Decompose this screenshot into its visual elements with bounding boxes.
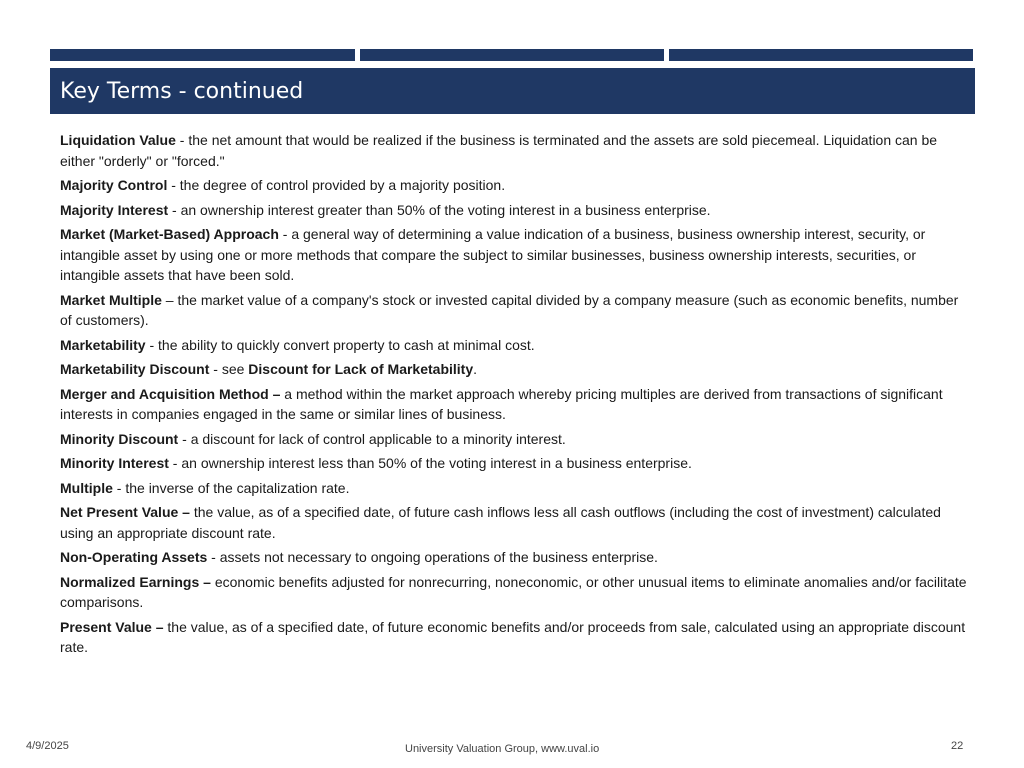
title-band [50,68,975,114]
term-definition: the inverse of the capitalization rate. [125,479,350,496]
term-marketability-discount [60,359,972,380]
terms-list [60,130,972,662]
top-bar-2 [360,49,664,61]
term-definition: the ability to quickly convert property to cash at minimal cost. [158,336,535,353]
term-separator: - [175,132,189,148]
term-name: Marketability [60,336,146,353]
term-merger-acquisition-method [60,384,972,425]
term-minority-interest [60,453,972,474]
term-definition: assets not necessary to ongoing operations of the business enterprise. [219,549,658,565]
footer-date: 4/9/2025 [26,740,69,752]
term-definition: a discount for lack of control applicable to a minority interest. [190,430,566,447]
term-name: Minority Interest [60,455,169,471]
term-name: Minority Discount [60,430,179,447]
term-name: Normalized Earnings – [60,573,211,590]
term-name: Present Value – [60,618,164,635]
term-marketability [60,335,972,356]
term-name: Liquidation Value [60,132,176,148]
term-separator: – [161,291,178,308]
term-market-multiple [60,290,972,331]
term-name: Marketability Discount [60,361,210,377]
term-non-operating-assets [60,547,972,568]
term-net-present-value [60,502,972,543]
term-separator: - [178,430,191,447]
footer-organization: University Valuation Group, www.uval.io [405,743,600,755]
term-separator: - [112,479,126,496]
term-separator: - [278,226,292,242]
top-decorative-bars [50,49,973,61]
slide-title: Key Terms - continued [60,78,304,104]
term-separator: - [209,361,222,377]
term-liquidation-value [60,130,972,171]
top-bar-3 [669,49,973,61]
term-separator: - [167,177,180,193]
term-definition: the value, as of a specified date, of future cash inflows less all cash outflows (including the cost of investment) calculated using an appropriate discount rate. [60,504,941,541]
term-name: Market Multiple [60,291,162,308]
term-present-value [60,617,972,658]
term-tail: . [473,361,478,377]
term-name: Majority Interest [60,201,169,218]
term-separator: - [168,201,181,218]
term-name: Non-Operating Assets [60,549,208,565]
top-bar-1 [50,49,355,61]
term-name: Merger and Acquisition Method – [60,385,281,402]
term-definition: the degree of control provided by a majority position. [179,177,506,193]
term-definition: the market value of a company's stock or invested capital divided by a company measure (such as economic benefits, number of customers). [60,291,959,328]
term-definition: an ownership interest greater than 50% of the voting interest in a business enterprise. [180,201,711,218]
term-separator: - [168,455,182,471]
term-multiple [60,478,972,499]
term-minority-discount [60,429,972,450]
term-definition: an ownership interest less than 50% of the voting interest in a business enterprise. [181,455,692,471]
term-name: Market (Market-Based) Approach [60,226,279,242]
term-name: Majority Control [60,177,168,193]
term-definition: a general way of determining a value indication of a business, business ownership interest, security, or intangible asset by using one or more methods that compare the subject to similar businesses, business ownership interests, securities, or intangible assets that have been sold. [60,226,926,283]
term-majority-control [60,175,972,196]
term-definition: the net amount that would be realized if the business is terminated and the assets are sold piecemeal. Liquidation can be either "orderly" or "forced." [60,132,938,169]
term-definition: economic benefits adjusted for nonrecurring, noneconomic, or other unusual items to eliminate anomalies and/or facilitate comparisons. [60,573,967,610]
term-name: Multiple [60,479,113,496]
term-definition: the value, as of a specified date, of future economic benefits and/or proceeds from sale, calculated using an appropriate discount rate. [60,618,966,655]
term-definition: a method within the market approach whereby pricing multiples are derived from transactions of significant interests in companies engaged in the same or similar lines of business. [60,385,943,422]
term-definition: see [221,361,249,377]
term-separator: - [207,549,220,565]
footer-page-number: 22 [951,740,964,752]
term-reference: Discount for Lack of Marketability [248,361,474,377]
term-separator: - [145,336,159,353]
term-majority-interest [60,200,972,221]
term-market-approach [60,224,972,286]
term-name: Net Present Value – [60,504,190,520]
term-normalized-earnings [60,572,972,613]
